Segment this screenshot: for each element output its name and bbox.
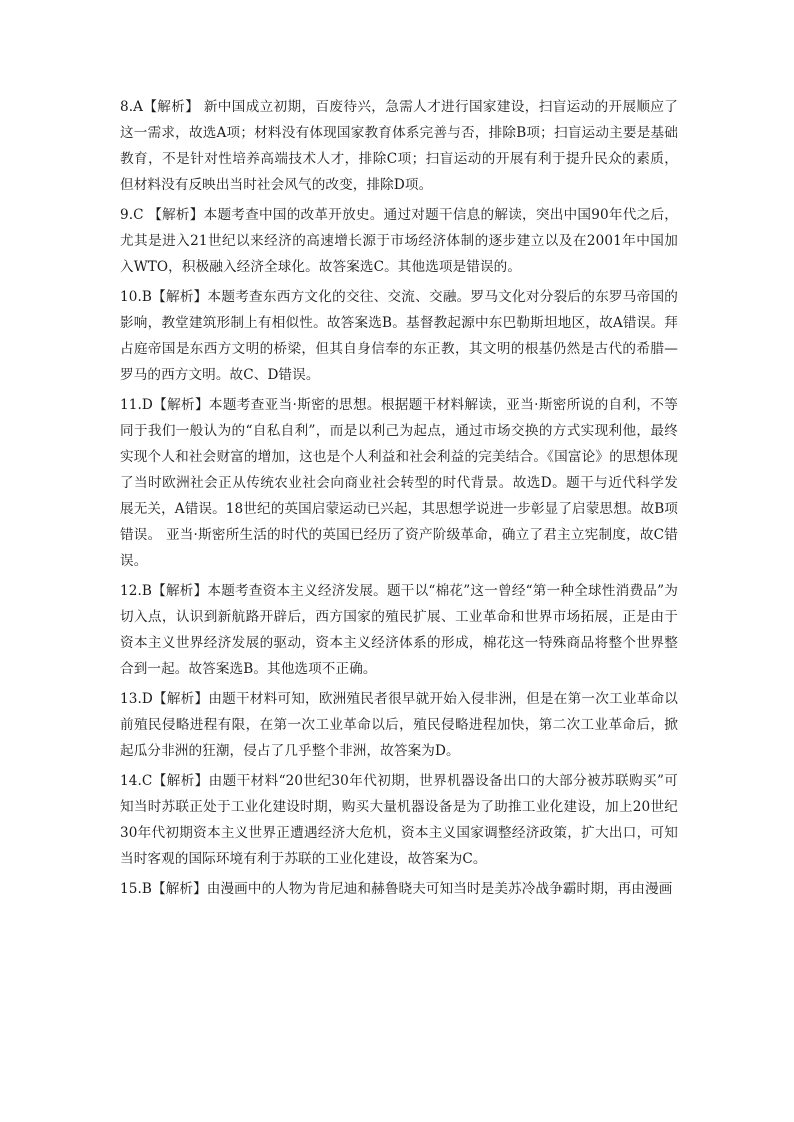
answer-label: 8.A【解析】 [120, 99, 200, 115]
answer-label: 9.C 【解析】 [120, 207, 204, 223]
answer-text: 本题考查亚当·斯密的思想。根据题干材料解读，亚当·斯密所说的自利，不等同于我们一般认为的“自私自利”，而是以利己为起点，通过市场交换的方式实现利他，最终实现个人和社会财富的增加，这也是个人利益和社会利益的完美结合。《国富论》的思想体现了当时欧洲社会正从传统农业社会向商业社会转型的时代背景。故选D。题干与近代科学发展无关，A错误。18世纪的英国启蒙运动已兴起，其思想学说进一步彰显了启蒙思想。故B项错误。 亚当·斯密所生活的时代的英国已经历了资产阶级革命，确立了君主立宪制度，故C错误。 [120, 397, 678, 569]
answer-label: 11.D【解析】 [120, 397, 209, 413]
answer-label: 15.B【解析】 [120, 881, 207, 897]
answer-text: 由题干材料“20世纪30年代初期，世界机器设备出口的大部分被苏联购买”可知当时苏联正处于工业化建设时期，购买大量机器设备是为了助推工业化建设，加上20世纪30年代初期资本主义世界正遭遇经济大危机，资本主义国家调整经济政策，扩大出口，可知当时客观的国际环境有利于苏联的工业化建设，故答案为C。 [120, 773, 678, 867]
answer-explanations [120, 94, 678, 906]
answer-8 [120, 94, 678, 198]
answer-9 [120, 202, 678, 280]
answer-10 [120, 284, 678, 388]
answer-13 [120, 686, 678, 764]
answer-label: 12.B【解析】 [120, 583, 208, 599]
answer-text: 新中国成立初期，百废待兴，急需人才进行国家建设，扫盲运动的开展顺应了这一需求，故选A项；材料没有体现国家教育体系完善与否，排除B项；扫盲运动主要是基础教育，不是针对性培养高端技术人才，排除C项；扫盲运动的开展有利于提升民众的素质，但材料没有反映出当时社会风气的改变，排除D项。 [120, 99, 678, 193]
answer-15 [120, 876, 678, 902]
answer-11 [120, 392, 678, 574]
answer-text: 本题考查东西方文化的交往、交流、交融。罗马文化对分裂后的东罗马帝国的影响，教堂建筑形制上有相似性。故答案选B。基督教起源中东巴勒斯坦地区，故A错误。拜占庭帝国是东西方文明的桥梁，但其自身信奉的东正教，其文明的根基仍然是古代的希腊—罗马的西方文明。故C、D错误。 [120, 289, 678, 383]
answer-label: 14.C【解析】 [120, 773, 209, 789]
answer-text: 由漫画中的人物为肯尼迪和赫鲁晓夫可知当时是美苏冷战争霸时期，再由漫画 [206, 881, 673, 897]
answer-12 [120, 578, 678, 682]
answer-text: 本题考查资本主义经济发展。题干以“棉花”这一曾经“第一种全球性消费品”为切入点，认识到新航路开辟后，西方国家的殖民扩展、工业革命和世界市场拓展，正是由于资本主义世界经济发展的驱动，资本主义经济体系的形成，棉花这一特殊商品将整个世界整合到一起。故答案选B。其他选项不正确。 [120, 583, 678, 677]
answer-label: 10.B【解析】 [120, 289, 208, 305]
answer-text: 本题考查中国的改革开放史。通过对题干信息的解读，突出中国90年代之后，尤其是进入21世纪以来经济的高速增长源于市场经济体制的逐步建立以及在2001年中国加入WTO，积极融入经济全球化。故答案选C。其他选项是错误的。 [120, 207, 678, 275]
answer-14 [120, 768, 678, 872]
answer-text: 由题干材料可知，欧洲殖民者很早就开始入侵非洲，但是在第一次工业革命以前殖民侵略进程有限，在第一次工业革命以后，殖民侵略进程加快，第二次工业革命后，掀起瓜分非洲的狂潮，侵占了几乎整个非洲，故答案为D。 [120, 691, 678, 759]
answer-label: 13.D【解析】 [120, 691, 209, 707]
